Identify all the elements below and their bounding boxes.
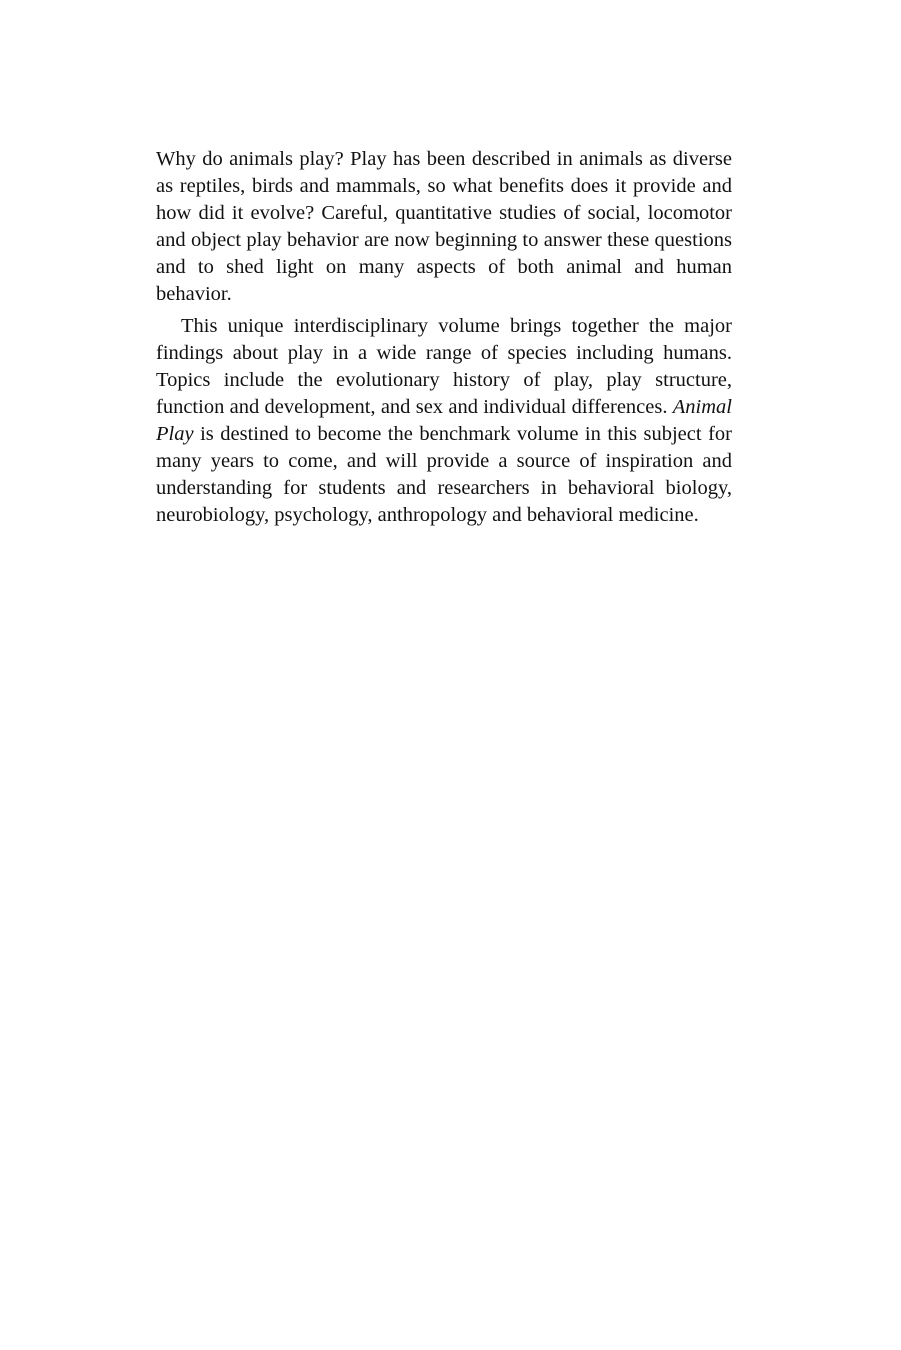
paragraph-2-lead-text: This unique interdisciplinary volume brings together the major findings about play in a wide range of species including humans. Topics include the evolutionary history of play, play structure, function and development, and sex and individual differences. — [156, 315, 732, 418]
paragraph-1-text: Why do animals play? Play has been described in animals as diverse as reptiles, birds and mammals, so what benefits does it provide and how did it evolve? Careful, quantitative studies of social, locomotor and object play behavior are now beginning to answer these questions and to shed light on many aspects of both animal and human behavior. — [156, 148, 732, 305]
blurb-paragraph-1 — [156, 146, 732, 308]
blurb-paragraph-2 — [156, 313, 732, 529]
blurb-text — [156, 146, 732, 529]
paragraph-2-tail-text: is destined to become the benchmark volume in this subject for many years to come, and will provide a source of inspiration and understanding for students and researchers in behavioral biology, neurobiology, psychology, anthropology and behavioral medicine. — [156, 423, 732, 526]
book-title: Animal Play — [156, 396, 732, 445]
